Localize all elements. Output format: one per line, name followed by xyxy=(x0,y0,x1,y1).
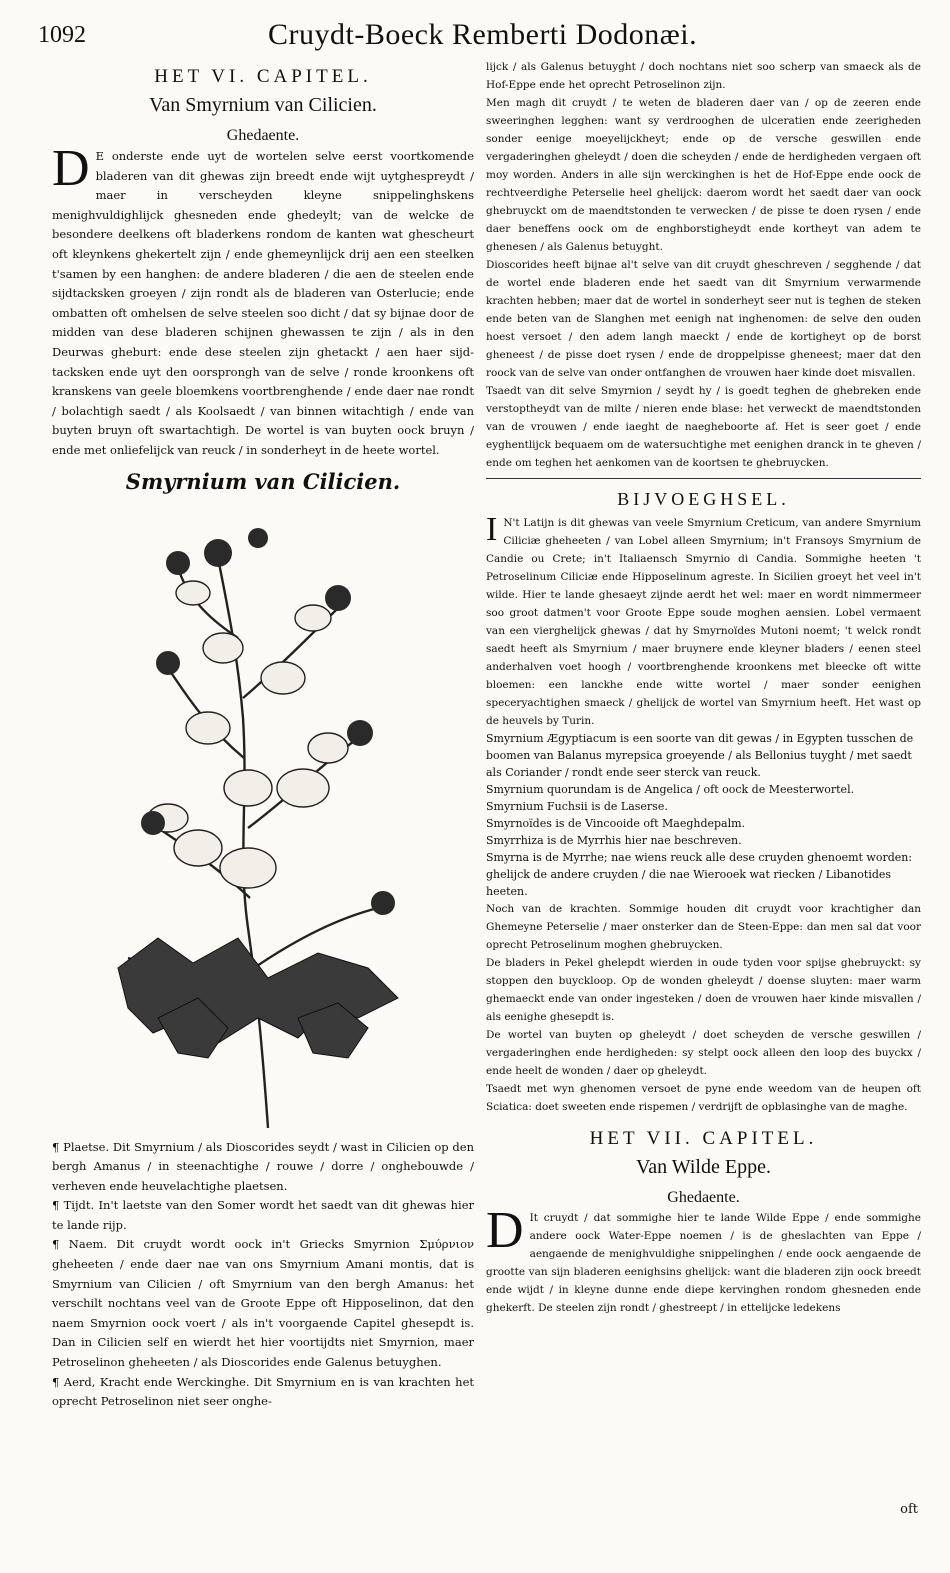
chapter-heading: HET VI. CAPITEL. xyxy=(154,66,372,87)
catchword: oft xyxy=(900,1502,918,1517)
description-text: E onderste ende uyt de wortelen selve eerst voortkomende bladeren van dit ghewas zijn breedt ende wijt uytghespreydt / maer in verscheyden kleyne snippelinghskens menighvuldighlijck ghesneden ende ghedeylt; van de welcke de besondere deelkens oft bladerkens rondom de kanten wat ghescheurt oft kleynkens ghekertelt zijn / ende ghemeynlijck drij aen een steelken t'samen by een hanghen: de andere bladeren / die aen de steelen ende sijdtacksken groeyen / zijn rondt als de bladeren van Osterlucie; ende ombatten oft omhelsen de selve steelen soo dicht / dat sy bijnae door de midden van dese bladeren schijnen ghewassen te zijn / als in den Deurwas gheburt: ende dese steelen zijn ghetackt / aen haer sijd-tacksken ende uyt den oorsprongh van de selve / ronde kroonkens oft kranskens van geele bloemkens voortbrenghende / ende daer nae rondt / bolachtigh saedt / als Koolsaedt / van binnen witachtigh / ende van buyten bruyn oft swartachtigh. De wortel is van buyten oock bruyn / ende met onliefelijck van reuck / in sonderheyt in de heete wortel. xyxy=(52,149,474,457)
note-name: ¶ Naem. Dit cruydt wordt oock in't Griecks Smyrnion Σμύρνιον gheheeten / ende daer nae van ons Smyrnium Amani montis, dat is Smyrnium van Cilicien / oft Smyrnium van den bergh Amanus: het verschilt nochtans veel van de Groote Eppe oft Hipposelinon, dat den naem Smyrnion oock voert / als in't voorgaende Capitel ghesepdt is. Dan in Cilicien self en wierdt het hier voortijdts niet Smyrnion, maer Petroselinon gheheeten / als Dioscorides ende Galenus betuyghen. xyxy=(52,1237,474,1370)
list-item: Smyrrhiza is de Myrrhis hier nae beschreven. xyxy=(486,834,742,847)
description-paragraph-2 xyxy=(486,1202,921,1317)
section-heading: Ghedaente. xyxy=(226,127,300,144)
list-item: Smyrnoïdes is de Vincooide oft Maeghdepalm. xyxy=(486,817,746,830)
drop-cap: D xyxy=(486,1202,524,1259)
list-item: Smyrnium Ægyptiacum is een soorte van dit gewas / in Egypten tusschen de boomen van Balanus myrepsica groeyende / als Bellonius tuyght / met saedt als Coriander / rondt ende seer sterck van reuck. xyxy=(486,732,914,779)
paragraph-uses: Men magh dit cruydt / te weten de bladeren daer van / op de zeeren ende sweeringhen legghen: want sy verdrooghen de ulceratien ende zeerigheden sonder eenige moeyelijckheyt; ende op de versche geswillen ende vergaderinghen gheleydt / doen die scheyden / ende de herdigheden vergaen oft moy worden. Anders in alle sijn werckinghen is het de Hof-Eppe ende oock de rechtveerdighe Peterselie heel ghelijck: daerom wordt het saedt daer van oock ghebruyckt om de maendtstonden te verwecken / de pisse te doen rysen / ende daer beneffens oock om de enghborstigheydt ende kortheyt van adem te ghenesen / als Galenus betuyght. xyxy=(486,97,921,253)
note-time: ¶ Tijdt. In't laetste van den Somer wordt het saedt van dit ghewas hier te lande rijp. xyxy=(52,1198,474,1232)
paragraph-seed-wine: Tsaedt met wyn ghenomen versoet de pyne ende weedom van de heupen oft Sciatica: doet sweeten ende rispemen / verdrijft de opblasinghe van de maghe. xyxy=(486,1083,921,1113)
list-item: Smyrnium quorundam is de Angelica / oft oock de Meesterwortel. xyxy=(486,783,855,796)
paragraph-leaves: De bladers in Pekel ghelepdt wierden in oude tyden voor spijse ghebruyckt: sy stoppen den buyckloop. Op de wonden gheleydt / doense sluyten: maer warm ghemaeckt ende van onder ingesteken / doen de vrouwen haer kinde misvallen / als eenighe ghesepdt is. xyxy=(486,957,921,1023)
right-column xyxy=(486,58,921,1317)
chapter-subtitle-2: Van Wilde Eppe. xyxy=(636,1156,771,1178)
divider xyxy=(486,478,921,479)
note-properties: ¶ Aerd, Kracht ende Werckinghe. Dit Smyrnium en is van krachten het oprecht Petroselinon niet seer onghe- xyxy=(52,1374,474,1409)
paragraph-more-properties: Noch van de krachten. Sommige houden dit cruydt voor krachtigher dan Ghemeyne Peterselie / maer onsterker dan de Steen-Eppe: dan men sal dat voor oprecht Petroselinum moghen ghebruycken. xyxy=(486,903,921,951)
plant-woodcut-illustration xyxy=(98,498,428,1138)
chapter-subtitle: Van Smyrnium van Cilicien. xyxy=(149,94,377,116)
description-paragraph xyxy=(52,140,474,461)
drop-cap: D xyxy=(52,140,90,197)
paragraph-seed: Tsaedt van dit selve Smyrnion / seydt hy / is goedt teghen de ghebreken ende verstoptheydt van de milte / nieren ende blase: het verweckt de maendtstonden van de vrouwen / ende iaeght de naegheboorte af. Het is seer goet / ende eyghentlijck bequaem om de watersuchtighe met eenighen dranck in te gheven / ende om teghen het aenkomen van de koortsen te ghebruycken. xyxy=(486,385,921,469)
continued-paragraph: lijck / als Galenus betuyght / doch nochtans niet soo scherp van smaeck als de Hof-Eppe ende het oprecht Petroselinon zijn. xyxy=(486,61,921,91)
paragraph-root: De wortel van buyten op gheleydt / doet scheyden de versche geswillen / vergaderinghen ende herdigheden: sy stelpt oock alleen den loop des buyckx / ende heelt de wonden / daer op gheleydt. xyxy=(486,1029,921,1077)
appendix-text: N't Latijn is dit ghewas van veele Smyrnium Creticum, van andere Smyrnium Ciliciæ gheheeten / van Lobel alleen Smyrnium; in't Fransoys Smyrnium de Candie ou Crete; in't Italiaensch Smyrnio di Candia. Sommighe heeten 't Petroselinum Ciliciæ ende Hipposelinum agreste. In Sicilien groeyt het veel in't wilde. Hier te lande ghesaeyt zijnde aerdt het wel: maer en wordt nimmermeer soo groot datmen't voor Groote Eppe soude moghen aensien. Lobel vermaent van een vierghelijck ghewas / dat hy Smyrnoïdes Mutoni noemt; 't welck rondt saedt heeft als Smyrnium / maer bruynere ende kleyner bladers / eenen steel anderhalven voet hoogh / voortbrenghende kroonkens met bleecke oft witte bloemen: een lanckhe ende witte wortel / maer sonder eenighen speceryachtighen smaeck / ghelijck de wortel van Smyrnium heeft. Het wast op de heuvels by Turin. xyxy=(486,517,921,727)
appendix-paragraph xyxy=(486,511,921,730)
left-column xyxy=(52,58,474,1412)
page-header xyxy=(38,18,928,54)
figure-caption: Smyrnium van Cilicien. xyxy=(125,468,401,494)
running-title: Cruydt-Boeck Remberti Dodonæi. xyxy=(268,18,698,51)
list-item: Smyrnium Fuchsii is de Laserse. xyxy=(486,800,668,813)
appendix-heading: BIJVOEGHSEL. xyxy=(617,489,790,509)
description-text-2: It cruydt / dat sommighe hier te lande Wilde Eppe / ende sommighe andere oock Water-Eppe noemen / is de gheslachten van Eppe / aengaende de menighvuldighe snippelinghen / ende oock aengaende de grootte van sijn bladeren eenighsins ghelijck: want die bladeren zijn oock breedt ende wijdt / in kleyne dunne ende diepe kervinghen rondom ghesneden ende ghekerft. De steelen zijn rondt / ghestreept / in ettelijcke ledekens xyxy=(486,1212,921,1314)
page-number: 1092 xyxy=(38,22,86,48)
drop-cap: I xyxy=(486,511,498,548)
paragraph-dioscorides: Dioscorides heeft bijnae al't selve van dit cruydt gheschreven / segghende / dat de wortel ende bladeren ende het saedt van dit Smyrnium verwarmende krachten hebben; maer dat de wortel in sonderheyt seer nut is teghen de steken ende beten van de Slanghen met eenigh nat inghenomen: de selve den ouden hoest versoet / den adem langh maeckt / ende de kortigheyt op de borst gheneest / de pisse doet rysen / ende de droppelpisse gheneest; maer dat den roock van de selve van onder ontfanghen de vrouwen haer kinde doet misvallen. xyxy=(486,259,921,379)
list-item: Smyrna is de Myrrhe; nae wiens reuck alle dese cruyden ghenoemt worden: ghelijck de andere cruyden / die nae Wierooek wat riecken / Libanotides heeten. xyxy=(486,851,913,898)
chapter-heading-2: HET VII. CAPITEL. xyxy=(589,1128,818,1149)
note-place: ¶ Plaetse. Dit Smyrnium / als Dioscorides seydt / wast in Cilicien op den bergh Amanus / in steenachtighe / rouwe / dorre / onghebouwde / verheven ende heuvelachtighe plaetsen. xyxy=(52,1139,474,1193)
section-heading-2: Ghedaente. xyxy=(667,1189,740,1206)
